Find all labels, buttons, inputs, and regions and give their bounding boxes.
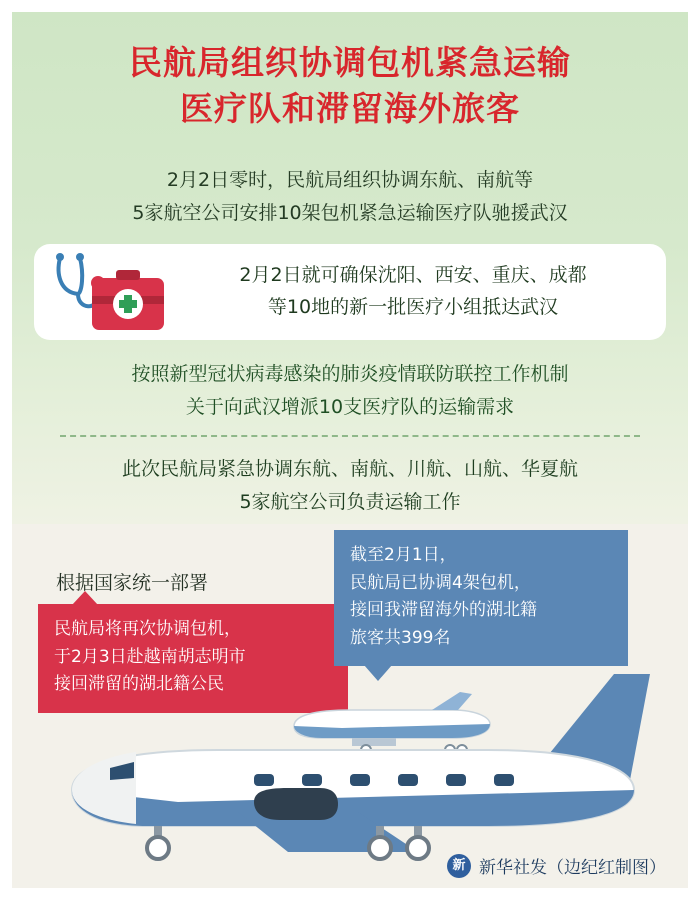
page-title <box>12 40 688 131</box>
lead-paragraph <box>12 164 688 229</box>
mid-p1-line-2: 关于向武汉增派10支医疗队的运输需求 <box>185 395 515 418</box>
kit-line-1: 2月2日就可确保沈阳、西安、重庆、成都 <box>239 264 587 286</box>
headline-line-1: 民航局组织协调包机紧急运输 <box>129 43 571 82</box>
stethoscope-earpiece-left <box>56 253 64 261</box>
credit-text: 新华社发（边纪红制图） <box>479 858 666 878</box>
large-airplane-illustration <box>58 662 678 882</box>
red-bubble-tail <box>72 591 98 605</box>
headline-line-2: 医疗队和滞留海外旅客 <box>180 88 520 128</box>
plane-rear-wheel-right <box>407 837 429 859</box>
plane-rear-wheel-left <box>369 837 391 859</box>
plane-nose <box>72 752 136 824</box>
red-bubble-line-3: 接回滞留的湖北籍公民 <box>54 674 224 695</box>
stethoscope-earpiece-right <box>76 253 84 261</box>
red-bubble-line-1: 民航局将再次协调包机， <box>54 619 241 639</box>
blue-bubble-line-1: 截至2月1日， <box>350 545 457 565</box>
plane-front-wheel <box>147 837 169 859</box>
sub-note-label: 根据国家统一部署 <box>56 572 209 594</box>
lead-line-1: 2月2日零时，民航局组织协调东航、南航等 <box>166 169 534 191</box>
poster-frame <box>12 12 688 888</box>
blue-bubble-line-4: 旅客共399名 <box>350 627 451 648</box>
kit-line-2: 等10地的新一批医疗小组抵达武汉 <box>267 295 559 318</box>
lead-line-2: 5家航空公司安排10架包机紧急运输医疗队驰援武汉 <box>132 201 568 224</box>
xinhua-logo-icon: 新 <box>447 854 471 878</box>
plane-engine <box>254 788 338 820</box>
mid-paragraph-1 <box>34 352 666 423</box>
mid-p1-line-1: 按照新型冠状病毒感染的肺炎疫情联防联控工作机制 <box>131 363 569 385</box>
credit-line <box>447 853 666 878</box>
medical-kit-callout <box>34 244 666 340</box>
first-aid-box <box>92 270 164 330</box>
red-bubble-line-2: 于2月3日赴越南胡志明市 <box>54 646 246 667</box>
blue-bubble-line-3: 接回我滞留海外的湖北籍 <box>350 600 537 621</box>
blue-speech-bubble <box>334 530 628 666</box>
blue-bubble-line-2: 民航局已协调4架包机， <box>350 572 531 593</box>
medical-kit-callout-text <box>174 260 652 323</box>
mid-paragraph-2 <box>34 447 666 518</box>
mid-p2-line-1: 此次民航局紧急协调东航、南航、川航、山航、华夏航 <box>121 458 578 481</box>
mid-information-band <box>34 352 666 514</box>
medical-kit-icon <box>46 248 176 340</box>
mid-p2-line-2: 5家航空公司负责运输工作 <box>239 491 461 514</box>
dashed-divider <box>60 435 640 437</box>
